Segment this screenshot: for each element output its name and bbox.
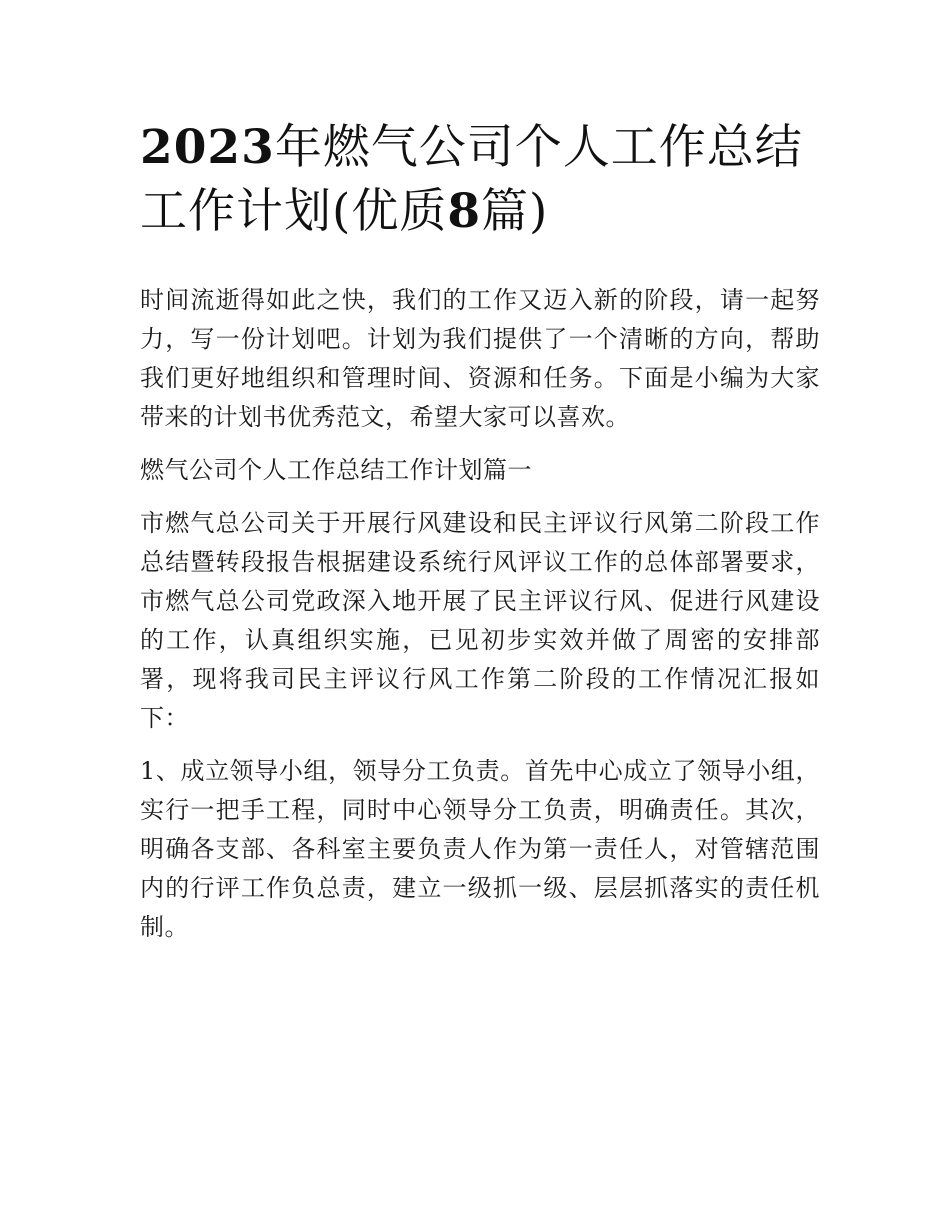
document-title bbox=[140, 116, 820, 244]
title-year: 2023 bbox=[140, 120, 275, 175]
intro-paragraph: 时间流逝得如此之快，我们的工作又迈入新的阶段，请一起努力，写一份计划吧。计划为我们提供了一个清晰的方向，帮助我们更好地组织和管理时间、资源和任务。下面是小编为大家带来的计划书优秀范文，希望大家可以喜欢。 bbox=[140, 286, 820, 431]
title-line2-text-b: 篇) bbox=[481, 184, 549, 239]
title-line1-text: 年燃气公司个人工作总结 bbox=[274, 120, 803, 175]
title-line2-text-a: 工作计划(优质 bbox=[140, 184, 448, 239]
title-count: 8 bbox=[447, 184, 482, 239]
section-heading: 燃气公司个人工作总结工作计划篇一 bbox=[140, 456, 532, 484]
item-paragraph: 1、成立领导小组，领导分工负责。首先中心成立了领导小组，实行一把手工程，同时中心领导分工负责，明确责任。其次，明确各支部、各科室主要负责人作为第一责任人，对管辖范围内的行评工作负总责，建立一级抓一级、层层抓落实的责任机制。 bbox=[140, 757, 820, 941]
report-paragraph: 市燃气总公司关于开展行风建设和民主评议行风第二阶段工作总结暨转段报告根据建设系统行风评议工作的总体部署要求，市燃气总公司党政深入地开展了民主评议行风、促进行风建设的工作，认真组织实施，已见初步实效并做了周密的安排部署，现将我司民主评议行风工作第二阶段的工作情况汇报如下： bbox=[140, 509, 820, 732]
document-body bbox=[140, 281, 820, 961]
